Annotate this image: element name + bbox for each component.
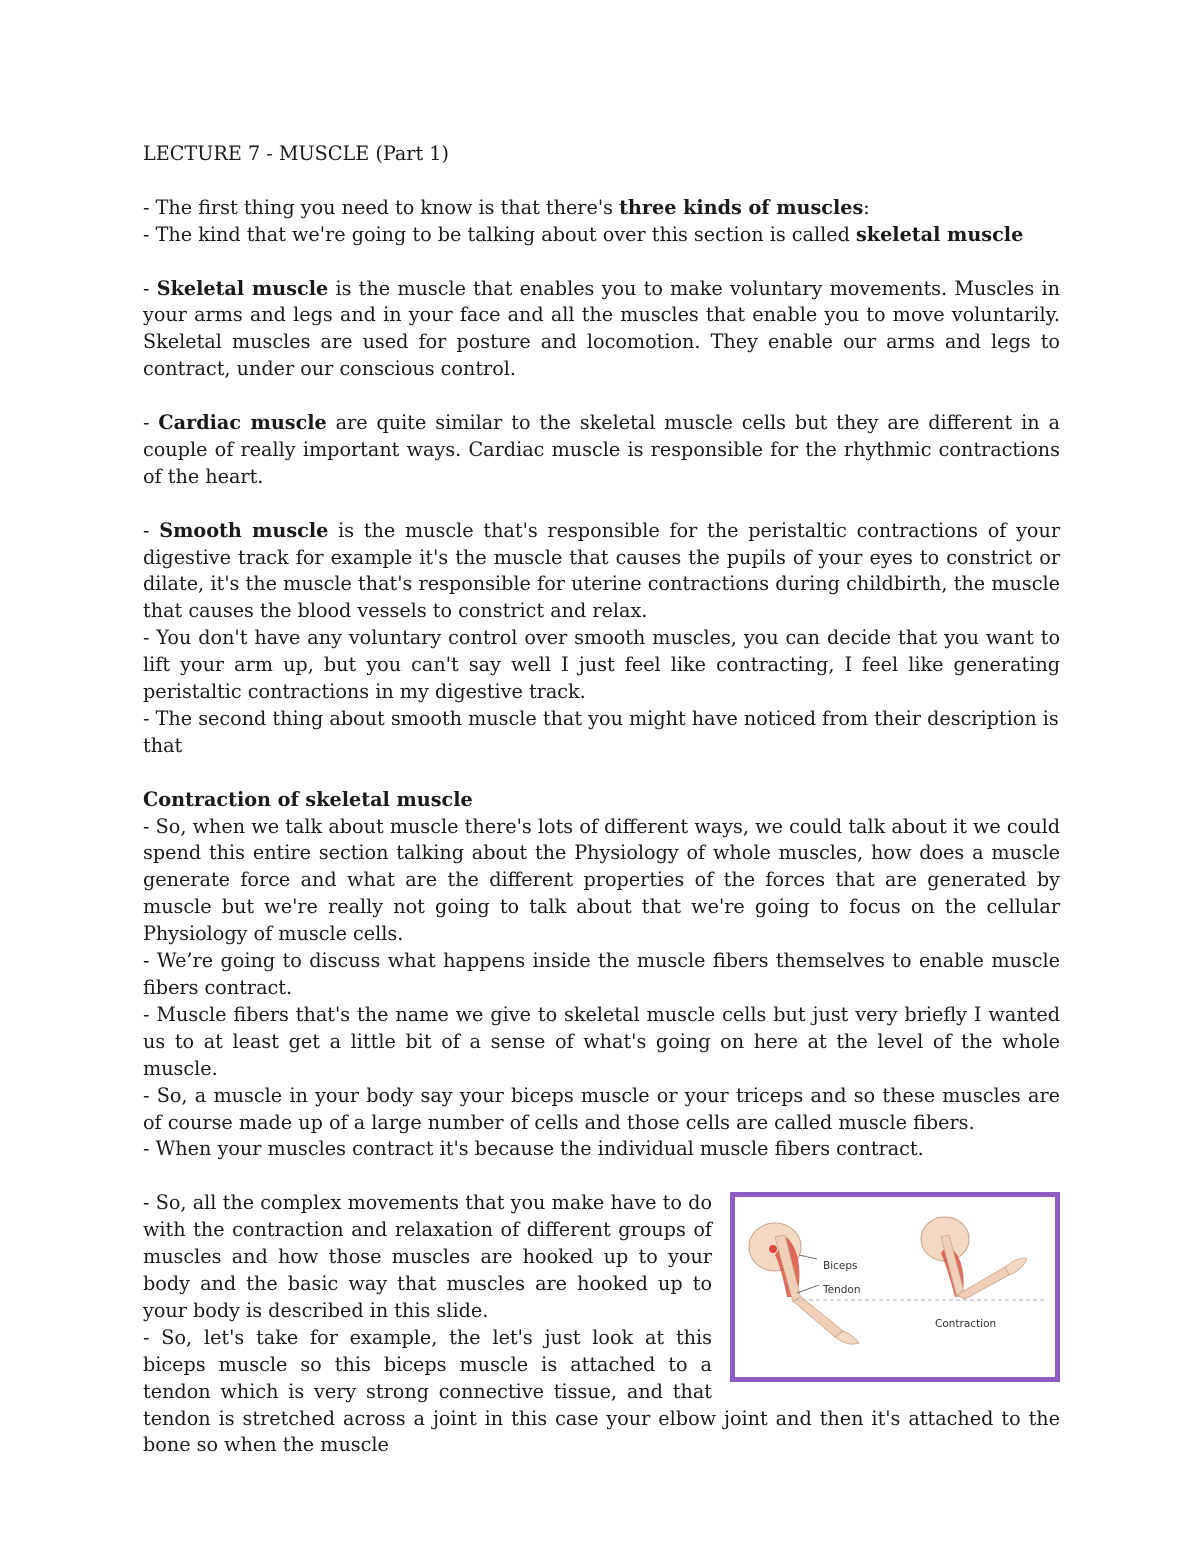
- smooth-term: Smooth muscle: [159, 518, 329, 542]
- arm-illustration: [735, 1197, 1055, 1377]
- lecture-title: LECTURE 7 - MUSCLE (Part 1): [143, 142, 449, 165]
- skeletal-dash: -: [143, 276, 157, 300]
- cardiac-dash: -: [143, 411, 159, 435]
- contraction-paragraph-2: - We’re going to discuss what happens inside the muscle fibers themselves to enable muscle fibers contract.: [143, 949, 1060, 1000]
- document-body: [143, 141, 1060, 1459]
- smooth-paragraph: [143, 518, 1060, 626]
- contraction-paragraph-5: - When your muscles contract it's because the individual muscle fibers contract.: [143, 1137, 924, 1161]
- skeletal-paragraph: [143, 276, 1060, 384]
- smooth-text: is the muscle that's responsible for the peristaltic contractions of your digestive track for example it's the muscle that causes the pupils of your eyes to constrict or dilate, it's the muscle that's responsible for uterine contractions during childbirth, the muscle that causes the blood vessels to constrict and relax.: [143, 518, 1061, 623]
- intro-line-1: [143, 195, 1060, 222]
- skeletal-term: Skeletal muscle: [156, 276, 329, 300]
- contracted-arm: [921, 1217, 1027, 1299]
- smooth-dash: -: [143, 518, 160, 542]
- section-heading: [143, 787, 1060, 814]
- movements-section: [143, 1190, 1060, 1459]
- intro-line-1-text: - The first thing you need to know is that there's: [143, 195, 620, 219]
- skeletal-text: is the muscle that enables you to make voluntary movements. Muscles in your arms and legs and in your face and all the muscles that enable you to move voluntarily. Skeletal muscles are used for posture and locomotion. They enable our arms and legs to contract, under our conscious control.: [143, 276, 1060, 381]
- cardiac-term: Cardiac muscle: [158, 411, 327, 435]
- biceps-figure: [730, 1192, 1060, 1382]
- smooth-paragraph-3: - The second thing about smooth muscle that you might have noticed from their description is that: [143, 706, 1059, 757]
- intro-line-2-bold: skeletal muscle: [855, 222, 1024, 246]
- movements-paragraph-2: - So, let's take for example, the let's just look at this biceps muscle so this biceps muscle is attached to a tendon which is very strong connective tissue, and that tendon is stretched across a joint in this case your elbow joint and then it's attached to the bone so when the muscle: [143, 1325, 1060, 1457]
- intro-line-1-end: :: [863, 195, 870, 219]
- contraction-paragraph-4: - So, a muscle in your body say your biceps muscle or your triceps and so these muscles are of course made up of a large number of cells and those cells are called muscle fibers.: [143, 1083, 1060, 1134]
- intro-line-2-text: - The kind that we're going to be talking about over this section is called: [143, 222, 856, 246]
- section-heading-text: Contraction of skeletal muscle: [143, 787, 473, 811]
- cardiac-text: are quite similar to the skeletal muscle cells but they are different in a couple of really important ways. Cardiac muscle is responsible for the rhythmic contractions of the heart.: [143, 411, 1060, 488]
- movements-paragraph-1: - So, all the complex movements that you make have to do with the contraction and relaxation of different groups of muscles and how those muscles are hooked up to your body and the basic way that muscles are hooked up to your body is described in this slide.: [143, 1191, 712, 1322]
- contraction-label: Contraction: [935, 1318, 997, 1331]
- contraction-paragraph-3: - Muscle fibers that's the name we give to skeletal muscle cells but just very briefly I wanted us to at least get a little bit of a sense of what's going on here at the level of the whole muscle.: [143, 1002, 1060, 1080]
- intro-line-2: [143, 222, 1060, 249]
- contraction-paragraph-1: - So, when we talk about muscle there's lots of different ways, we could talk about it we could spend this entire section talking about the Physiology of whole muscles, how does a muscle generate force and what are the different properties of the forces that are generated by muscle but we're really not going to talk about that we're going to focus on the cellular Physiology of muscle cells.: [143, 814, 1060, 946]
- smooth-paragraph-2: - You don't have any voluntary control over smooth muscles, you can decide that you want to lift your arm up, but you can't say well I just feel like contracting, I feel like generating peristaltic contractions in my digestive track.: [143, 626, 1060, 704]
- cardiac-paragraph: [143, 410, 1060, 491]
- biceps-label: Biceps: [823, 1260, 858, 1273]
- tendon-label: Tendon: [823, 1284, 861, 1297]
- intro-line-1-bold: three kinds of muscles: [619, 195, 864, 219]
